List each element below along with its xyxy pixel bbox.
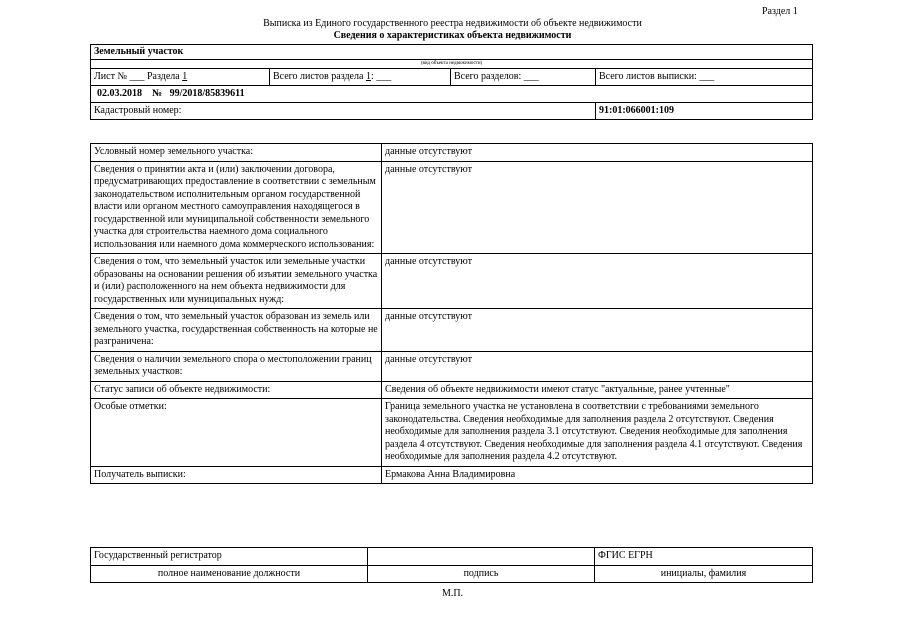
document-subtitle: Сведения о характеристиках объекта недвижимости xyxy=(333,30,572,41)
table-row xyxy=(91,254,813,309)
row-label: Сведения о том, что земельный участок или земельные участки образованы на основании решения об изъятии земельного участка и (или) расположенного на нем объекта недвижимости для государственных или муниципальных нужд: xyxy=(91,254,382,309)
cadastral-label: Кадастровый номер: xyxy=(91,103,596,120)
total-sections: Всего разделов: ___ xyxy=(451,69,596,86)
total-sheets-cell xyxy=(270,69,451,86)
sheet-number-cell xyxy=(91,69,270,86)
document-number-label: № xyxy=(152,87,163,99)
name-caption: инициалы, фамилия xyxy=(595,566,813,583)
registrar-signature xyxy=(368,548,595,566)
table-row xyxy=(91,309,813,352)
document-date-number xyxy=(91,86,813,103)
sheet-number-prefix: Лист № ___ Раздела xyxy=(94,70,180,82)
total-pages: Всего листов выписки: ___ xyxy=(596,69,813,86)
row-label: Статус записи об объекте недвижимости: xyxy=(91,381,382,399)
row-value: Сведения об объекте недвижимости имеют статус "актуальные, ранее учтенные" xyxy=(382,381,813,399)
row-value: данные отсутствуют xyxy=(382,309,813,352)
row-value: Ермакова Анна Владимировна xyxy=(382,466,813,484)
table-row xyxy=(91,399,813,467)
registrar-position: Государственный регистратор xyxy=(91,548,368,566)
total-sheets-value: 1 xyxy=(365,70,371,82)
row-label: Условный номер земельного участка: xyxy=(91,144,382,162)
total-sheets-prefix: Всего листов раздела xyxy=(273,70,364,82)
document-number: 99/2018/85839611 xyxy=(169,87,245,99)
cadastral-number: 91:01:066001:109 xyxy=(596,103,813,120)
object-type-caption: (вид объекта недвижимости) xyxy=(91,60,813,69)
table-row xyxy=(91,466,813,484)
table-row xyxy=(91,144,813,162)
document-date: 02.03.2018 xyxy=(97,87,142,99)
stamp-place: М.П. xyxy=(441,588,464,599)
total-sheets-suffix: : ___ xyxy=(370,70,392,82)
row-value: данные отсутствуют xyxy=(382,161,813,254)
signature-caption: подпись xyxy=(368,566,595,583)
document-title: Выписка из Единого государственного реестра недвижимости об объекте недвижимости xyxy=(263,18,642,29)
section-number: 1 xyxy=(182,70,188,82)
row-value: Граница земельного участка не установлена в соответствии с требованиями земельного законодательства. Сведения необходимые для заполнения раздела 2 отсутствуют. Сведения необходимые для заполнения раздела 3.1 отсутствуют. Сведения необходимые для заполнения раздела 4 отсутствуют. Сведения необходимые для заполнения раздела 4.1 отсутствуют. Сведения необходимые для заполнения раздела 4.2 отсутствуют. xyxy=(382,399,813,467)
signature-table xyxy=(90,547,813,583)
object-type: Земельный участок xyxy=(91,45,813,60)
section-label: Раздел 1 xyxy=(762,6,798,17)
position-caption: полное наименование должности xyxy=(91,566,368,583)
row-label: Сведения о наличии земельного спора о местоположении границ земельных участков: xyxy=(91,351,382,381)
row-label: Особые отметки: xyxy=(91,399,382,467)
row-value: данные отсутствуют xyxy=(382,254,813,309)
characteristics-table xyxy=(90,143,813,484)
row-label: Получатель выписки: xyxy=(91,466,382,484)
row-value: данные отсутствуют xyxy=(382,351,813,381)
registrar-name: ФГИС ЕГРН xyxy=(595,548,813,566)
table-row xyxy=(91,161,813,254)
row-value: данные отсутствуют xyxy=(382,144,813,162)
table-row xyxy=(91,381,813,399)
row-label: Сведения о том, что земельный участок образован из земель или земельного участка, государственная собственность на которые не разграничена: xyxy=(91,309,382,352)
row-label: Сведения о принятии акта и (или) заключении договора, предусматривающих предоставление в соответствии с земельным законодательством исполнительным органом государственной власти или органом местного самоуправления находящегося в государственной или муниципальной собственности земельного участка для строительства наемного дома социального использования или наемного дома коммерческого использования: xyxy=(91,161,382,254)
header-table xyxy=(90,44,813,120)
table-row xyxy=(91,351,813,381)
